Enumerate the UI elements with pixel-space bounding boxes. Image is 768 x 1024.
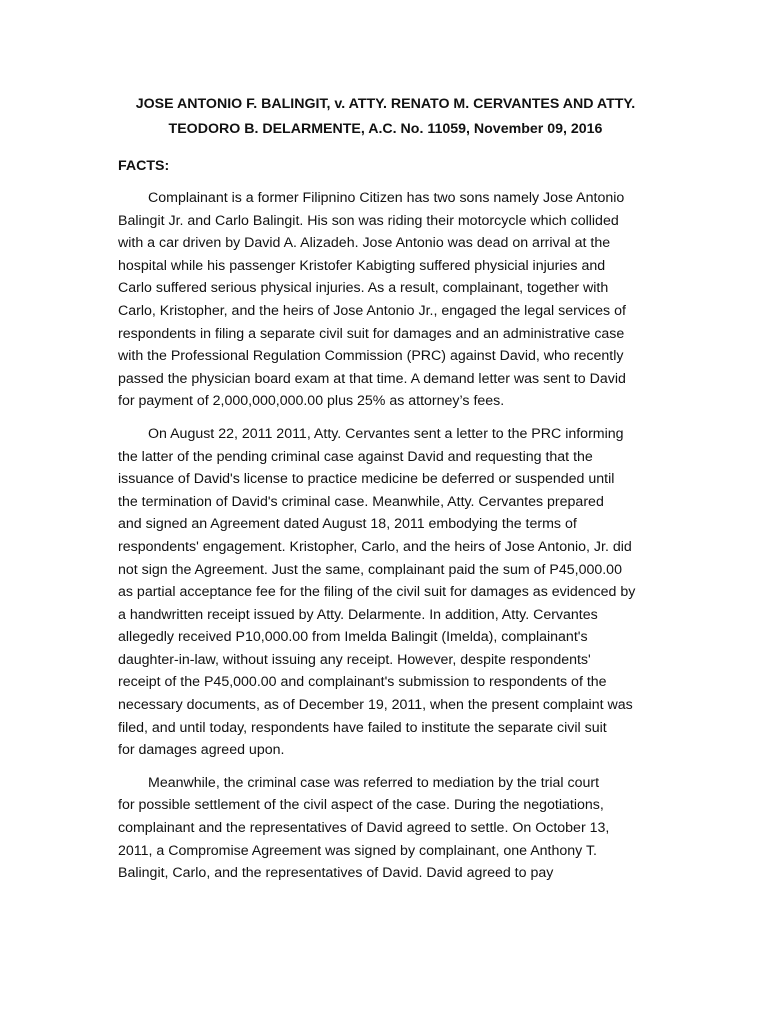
section-heading-facts: FACTS:	[118, 158, 170, 174]
paragraph-line: 2011, a Compromise Agreement was signed by complainant, one Anthony T.	[118, 842, 597, 859]
paragraph-3	[118, 772, 653, 885]
case-title-line-1: JOSE ANTONIO F. BALINGIT, v. ATTY. RENATO M. CERVANTES AND ATTY.	[135, 96, 636, 112]
paragraph-line: with a car driven by David A. Alizadeh. Jose Antonio was dead on arrival at the	[118, 235, 611, 252]
paragraph-line: for damages agreed upon.	[118, 742, 285, 759]
paragraph-line: Balingit, Carlo, and the representatives of David. David agreed to pay	[118, 865, 554, 882]
paragraph-line: filed, and until today, respondents have failed to institute the separate civil suit	[118, 719, 607, 736]
paragraph-line: and signed an Agreement dated August 18, 2011 embodying the terms of	[118, 516, 577, 533]
paragraph-line: respondents' engagement. Kristopher, Carlo, and the heirs of Jose Antonio, Jr. did	[118, 538, 632, 555]
paragraph-line: with the Professional Regulation Commission (PRC) against David, who recently	[118, 348, 624, 365]
paragraph-line: a handwritten receipt issued by Atty. Delarmente. In addition, Atty. Cervantes	[118, 606, 598, 623]
paragraph-line: Balingit Jr. and Carlo Balingit. His son was riding their motorcycle which collided	[118, 212, 619, 229]
paragraph-2	[118, 423, 653, 762]
case-title	[118, 92, 653, 142]
paragraph-line: On August 22, 2011 2011, Atty. Cervantes sent a letter to the PRC informing	[148, 425, 624, 442]
paragraph-line: Complainant is a former Filipnino Citizen has two sons namely Jose Antonio	[148, 190, 625, 206]
paragraph-line: passed the physician board exam at that time. A demand letter was sent to David	[118, 370, 626, 387]
paragraph-1	[118, 187, 653, 413]
paragraph-line: not sign the Agreement. Just the same, complainant paid the sum of P45,000.00	[118, 561, 622, 578]
paragraph-line: for payment of 2,000,000,000.00 plus 25% as attorney’s fees.	[118, 393, 505, 410]
paragraph-line: hospital while his passenger Kristofer Kabigting suffered physicial injuries and	[118, 257, 606, 274]
paragraph-line: issuance of David's license to practice medicine be deferred or suspended until	[118, 471, 615, 488]
paragraph-line: respondents in filing a separate civil suit for damages and an administrative case	[118, 325, 625, 342]
paragraph-line: the termination of David's criminal case. Meanwhile, Atty. Cervantes prepared	[118, 493, 604, 510]
paragraph-line: daughter-in-law, without issuing any receipt. However, despite respondents'	[118, 651, 591, 668]
case-title-line-2: TEODORO B. DELARMENTE, A.C. No. 11059, November 09, 2016	[168, 121, 603, 137]
document-page	[118, 92, 653, 885]
paragraph-line: necessary documents, as of December 19, 2011, when the present complaint was	[118, 697, 633, 714]
paragraph-line: Meanwhile, the criminal case was referred to mediation by the trial court	[148, 774, 600, 791]
paragraph-line: complainant and the representatives of David agreed to settle. On October 13,	[118, 820, 610, 837]
paragraph-line: the latter of the pending criminal case against David and requesting that the	[118, 448, 593, 465]
paragraph-line: for possible settlement of the civil aspect of the case. During the negotiations,	[118, 797, 604, 814]
paragraph-line: allegedly received P10,000.00 from Imelda Balingit (Imelda), complainant's	[118, 629, 588, 646]
paragraph-line: Carlo suffered serious physical injuries. As a result, complainant, together with	[118, 280, 609, 297]
paragraph-line: as partial acceptance fee for the filing of the civil suit for damages as evidenced by	[118, 584, 636, 601]
paragraph-line: Carlo, Kristopher, and the heirs of Jose Antonio Jr., engaged the legal services of	[118, 302, 626, 319]
paragraph-line: receipt of the P45,000.00 and complainant's submission to respondents of the	[118, 674, 607, 691]
